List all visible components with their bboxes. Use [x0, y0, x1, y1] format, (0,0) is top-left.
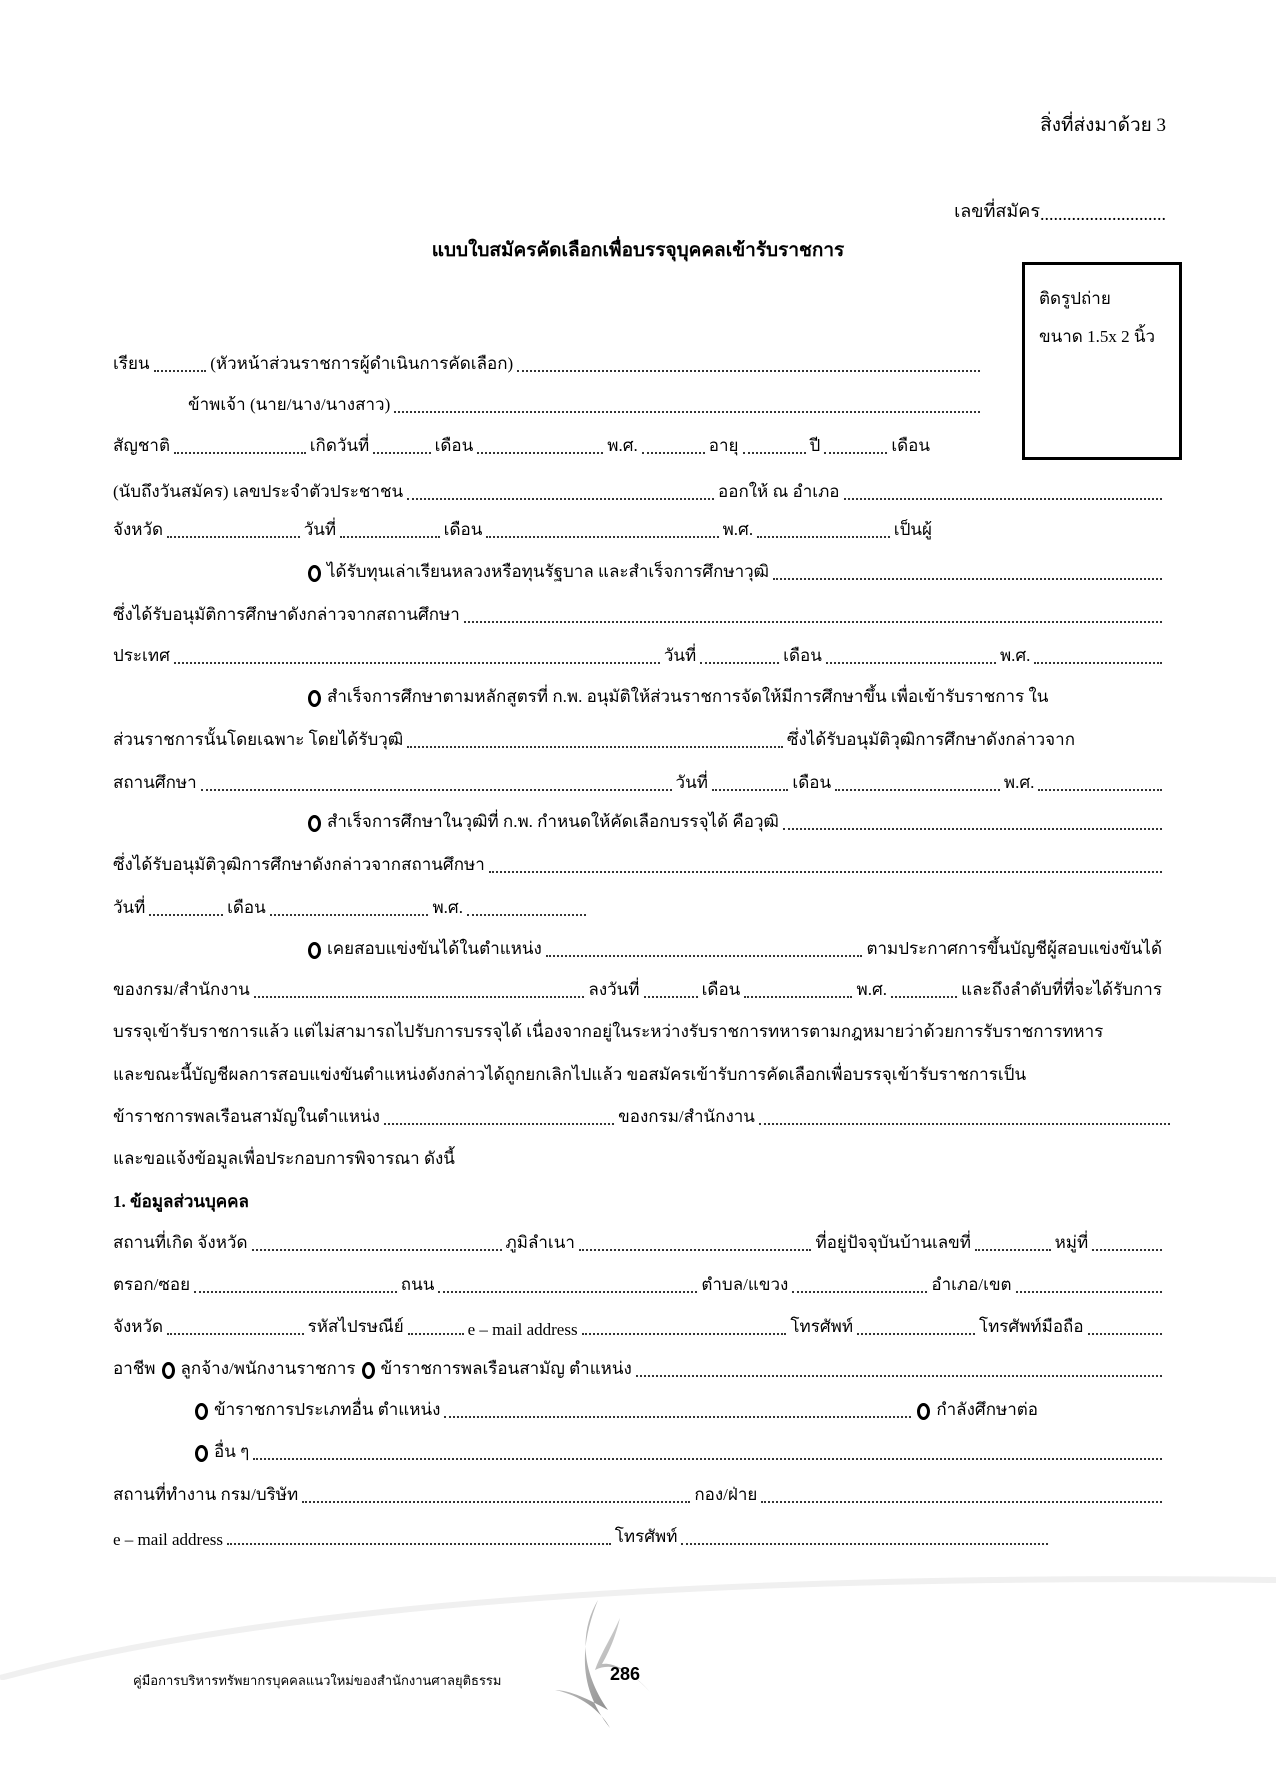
field-label: เดือน	[227, 898, 266, 917]
field-label: ซึ่งได้รับอนุมัติวุฒิการศึกษาดังกล่าวจากสถานศึกษา	[113, 855, 485, 874]
form-row	[111, 1272, 1164, 1298]
field-label: พ.ศ.	[722, 520, 754, 539]
field-label: พ.ศ.	[856, 980, 887, 999]
fill-in-field[interactable]	[201, 788, 672, 791]
fill-in-field[interactable]	[253, 1457, 1162, 1460]
fill-in-field[interactable]	[1092, 1248, 1162, 1251]
fill-in-field[interactable]	[700, 661, 779, 664]
field-label: ออกให้ ณ อำเภอ	[718, 482, 840, 501]
fill-in-field[interactable]	[149, 913, 223, 916]
form-row	[111, 770, 1164, 796]
field-label: เดือน	[443, 520, 483, 539]
fill-in-field[interactable]	[486, 535, 718, 538]
fill-in-field[interactable]	[975, 1248, 1051, 1251]
field-label: อายุ	[708, 436, 739, 455]
field-label: e – mail address	[113, 1530, 223, 1549]
application-number-label: เลขที่สมัคร	[954, 201, 1040, 221]
field-label: ส่วนราชการนั้นโดยเฉพาะ โดยได้รับวุฒิ	[113, 730, 404, 749]
application-number	[954, 196, 1166, 225]
field-label: ถนน	[400, 1275, 435, 1294]
field-label: สัญชาติ	[113, 436, 170, 455]
fill-in-field[interactable]	[582, 1332, 787, 1335]
field-label: รหัสไปรษณีย์	[307, 1317, 404, 1336]
radio-label: สำเร็จการศึกษาตามหลักสูตรที่ ก.พ. อนุมัติให้ส่วนราชการจัดให้มีการศึกษาขึ้น เพื่อเข้ารับราชการ ใน	[327, 687, 1049, 706]
photo-box-line1: ติดรูปถ่าย	[1039, 289, 1111, 308]
radio-option[interactable]	[304, 558, 771, 585]
field-label: พ.ศ.	[607, 436, 638, 455]
field-label: กอง/ฝ่าย	[694, 1485, 758, 1504]
field-label: จังหวัด	[113, 520, 164, 539]
radio-circle-icon[interactable]	[308, 565, 321, 582]
form-row	[191, 1439, 1164, 1465]
form-row	[111, 1356, 1164, 1382]
form-row	[304, 936, 1164, 962]
fill-in-field[interactable]	[467, 913, 586, 916]
fill-in-field[interactable]	[517, 369, 980, 372]
field-label: สถานที่ทำงาน กรม/บริษัท	[113, 1485, 299, 1504]
fill-in-field[interactable]	[891, 995, 957, 998]
fill-in-field[interactable]	[438, 1290, 697, 1293]
application-number-field[interactable]: ............................	[1040, 204, 1166, 224]
radio-option[interactable]	[304, 935, 544, 962]
field-label: และถึงลำดับที่ที่จะได้รับการ	[961, 980, 1162, 999]
fill-in-field[interactable]	[194, 1290, 397, 1293]
fill-in-field[interactable]	[227, 1542, 611, 1545]
field-label: และขณะนี้บัญชีผลการสอบแข่งขันตำแหน่งดังกล่าวได้ถูกยกเลิกไปแล้ว ขอสมัครเข้ารับการคัดเลือกเพื่อบรรจุเข้ารับราชการเป็น	[113, 1065, 1027, 1084]
radio-label: อื่น ๆ	[214, 1442, 250, 1461]
fill-in-field[interactable]	[681, 1542, 1048, 1545]
fill-in-field[interactable]	[1016, 1290, 1162, 1293]
field-label: ซึ่งได้รับอนุมัติวุฒิการศึกษาดังกล่าวจาก	[786, 730, 1075, 749]
fill-in-field[interactable]	[477, 451, 603, 454]
fill-in-field[interactable]	[407, 745, 783, 748]
field-label: ภูมิลำเนา	[505, 1233, 575, 1252]
attachment-label: สิ่งที่ส่งมาด้วย 3	[1040, 115, 1166, 136]
photo-box-line2: ขนาด 1.5x 2 นิ้ว	[1039, 327, 1155, 346]
field-label: สถานศึกษา	[113, 773, 197, 792]
fill-in-field[interactable]	[759, 1122, 1170, 1125]
form-row	[304, 559, 1164, 585]
fill-in-field[interactable]	[792, 1290, 927, 1293]
radio-circle-icon[interactable]	[308, 942, 321, 959]
field-label: พ.ศ.	[432, 898, 463, 917]
field-label: โทรศัพท์	[614, 1527, 678, 1546]
field-label: พ.ศ.	[1003, 773, 1035, 792]
form-row	[191, 1397, 1040, 1423]
form-row	[111, 852, 1164, 878]
fill-in-field[interactable]	[154, 369, 207, 372]
field-label: จังหวัด	[113, 1317, 164, 1336]
form-row	[111, 1524, 1050, 1550]
radio-option[interactable]	[913, 1396, 1040, 1423]
form-row	[111, 433, 932, 459]
field-label: อำเภอ/เขต	[931, 1275, 1012, 1294]
field-label: (หัวหน้าส่วนราชการผู้ดำเนินการคัดเลือก)	[210, 354, 514, 373]
field-label: ตรอก/ซอย	[113, 1275, 191, 1294]
form-row	[111, 602, 1164, 628]
fill-in-field[interactable]	[636, 1374, 1162, 1377]
radio-circle-icon[interactable]	[308, 815, 321, 832]
field-label: หมู่ที่	[1054, 1233, 1089, 1252]
fill-in-field[interactable]	[408, 1332, 464, 1335]
fill-in-field[interactable]	[857, 1332, 975, 1335]
fill-in-field[interactable]	[744, 995, 852, 998]
field-label: e – mail address	[467, 1320, 578, 1339]
field-label: เป็นผู้	[893, 520, 932, 539]
form-row	[111, 517, 934, 543]
fill-in-field[interactable]	[464, 620, 1162, 623]
fill-in-field[interactable]	[835, 788, 1000, 791]
fill-in-field[interactable]	[1038, 788, 1162, 791]
form-row	[111, 1104, 1172, 1130]
field-label: เดือน	[783, 646, 822, 665]
fill-in-field[interactable]	[384, 1122, 614, 1125]
radio-label: สำเร็จการศึกษาในวุฒิที่ ก.พ. กำหนดให้คัดเลือกบรรจุได้ คือวุฒิ	[327, 812, 779, 831]
form-row	[111, 977, 1164, 1003]
fill-in-field[interactable]	[824, 451, 887, 454]
swoosh-logo-icon	[550, 1600, 660, 1730]
fill-in-field[interactable]	[712, 788, 789, 791]
fill-in-field[interactable]	[642, 451, 705, 454]
radio-circle-icon[interactable]	[362, 1362, 375, 1379]
fill-in-field[interactable]	[546, 954, 863, 957]
radio-label: เคยสอบแข่งขันได้ในตำแหน่ง	[327, 939, 542, 958]
field-label: เดือน	[891, 436, 931, 455]
field-label: 1. ข้อมูลส่วนบุคคล	[113, 1192, 249, 1211]
fill-in-field[interactable]	[407, 497, 714, 500]
field-label: เดือน	[701, 980, 741, 999]
radio-label: ลูกจ้าง/พนักงานราชการ	[180, 1359, 356, 1378]
form-row	[111, 643, 1164, 669]
field-label: วันที่	[113, 898, 146, 917]
field-label: เกิดวันที่	[309, 436, 370, 455]
form-row	[186, 392, 982, 418]
form-row	[111, 1314, 1164, 1340]
form-row	[111, 1146, 457, 1172]
radio-label: ได้รับทุนเล่าเรียนหลวงหรือทุนรัฐบาล และสำเร็จการศึกษาวุฒิ	[327, 562, 770, 581]
field-label: เดือน	[792, 773, 832, 792]
fill-in-field[interactable]	[489, 870, 1162, 873]
field-label: (นับถึงวันสมัคร) เลขประจำตัวประชาชน	[113, 482, 404, 501]
fill-in-field[interactable]	[783, 827, 1162, 830]
page-number: 286	[610, 1664, 641, 1684]
fill-in-field[interactable]	[254, 995, 585, 998]
fill-in-field[interactable]	[167, 1332, 304, 1335]
fill-in-field[interactable]	[373, 451, 430, 454]
field-label: ที่อยู่ปัจจุบันบ้านเลขที่	[815, 1233, 971, 1252]
radio-circle-icon[interactable]	[195, 1445, 208, 1462]
fill-in-field[interactable]	[1088, 1332, 1162, 1335]
field-label: โทรศัพท์	[790, 1317, 854, 1336]
form-row	[111, 727, 1077, 753]
footer-manual-title: คู่มือการบริหารทรัพยากรบุคคลแนวใหม่ของสำนักงานศาลยุติธรรม	[133, 1673, 502, 1688]
fill-in-field[interactable]	[644, 995, 698, 998]
radio-label: กำลังศึกษาต่อ	[936, 1400, 1038, 1419]
radio-label: ข้าราชการพลเรือนสามัญ ตำแหน่ง	[380, 1359, 632, 1378]
form-row	[111, 479, 1164, 505]
form-row	[111, 351, 982, 377]
form-row	[304, 684, 1164, 710]
fill-in-field[interactable]	[826, 661, 996, 664]
radio-circle-icon[interactable]	[917, 1403, 930, 1420]
field-label: เรียน	[113, 354, 150, 373]
photo-box	[1022, 262, 1182, 460]
fill-in-field[interactable]	[394, 410, 980, 413]
fill-in-field[interactable]	[773, 577, 1162, 580]
field-label: ประเทศ	[113, 646, 170, 665]
field-label: สถานที่เกิด จังหวัด	[113, 1233, 248, 1252]
fill-in-field[interactable]	[844, 497, 1162, 500]
field-label: ของกรม/สำนักงาน	[618, 1107, 755, 1126]
form-row	[111, 1482, 1164, 1508]
field-label: อาชีพ	[113, 1359, 156, 1378]
fill-in-field[interactable]	[174, 451, 306, 454]
field-label: เดือน	[434, 436, 474, 455]
field-label: ตำบล/แขวง	[701, 1275, 789, 1294]
field-label: วันที่	[675, 773, 708, 792]
fill-in-field[interactable]	[270, 913, 429, 916]
fill-in-field[interactable]	[252, 1248, 502, 1251]
fill-in-field[interactable]	[761, 1500, 1162, 1503]
field-label: บรรจุเข้ารับราชการแล้ว แต่ไม่สามารถไปรับการบรรจุได้ เนื่องจากอยู่ในระหว่างรับราชการทหารตามกฎหมายว่าด้วยการรับราชการทหาร	[113, 1022, 1104, 1041]
field-label: วันที่	[663, 646, 697, 665]
radio-option[interactable]	[358, 1355, 634, 1382]
form-row	[111, 1062, 1164, 1088]
form-row	[304, 809, 1164, 835]
radio-label: ข้าราชการประเภทอื่น ตำแหน่ง	[214, 1400, 441, 1419]
fill-in-field[interactable]	[444, 1415, 911, 1418]
fill-in-field[interactable]	[579, 1248, 812, 1251]
field-label: ลงวันที่	[588, 980, 640, 999]
field-label: ข้าราชการพลเรือนสามัญในตำแหน่ง	[113, 1107, 380, 1126]
field-label: ปี	[809, 436, 821, 455]
field-label: ข้าพเจ้า (นาย/นาง/นางสาว)	[188, 395, 391, 414]
radio-option[interactable]	[191, 1438, 251, 1465]
radio-circle-icon[interactable]	[308, 690, 321, 707]
radio-circle-icon[interactable]	[195, 1403, 208, 1420]
form-title: แบบใบสมัครคัดเลือกเพื่อบรรจุบุคคลเข้ารับราชการ	[431, 240, 845, 261]
fill-in-field[interactable]	[757, 535, 890, 538]
radio-option[interactable]	[191, 1396, 442, 1423]
fill-in-field[interactable]	[340, 535, 440, 538]
field-label: วันที่	[303, 520, 337, 539]
fill-in-field[interactable]	[302, 1500, 690, 1503]
form-row	[111, 895, 588, 921]
form-row	[111, 1230, 1164, 1256]
field-label: โทรศัพท์มือถือ	[978, 1317, 1084, 1336]
field-label: ซึ่งได้รับอนุมัติการศึกษาดังกล่าวจากสถานศึกษา	[113, 605, 460, 624]
fill-in-field[interactable]	[167, 535, 300, 538]
fill-in-field[interactable]	[1034, 661, 1162, 664]
radio-option[interactable]	[304, 808, 781, 835]
section-heading	[111, 1189, 251, 1215]
radio-option[interactable]	[158, 1355, 358, 1382]
field-label: ของกรม/สำนักงาน	[113, 980, 250, 999]
form-row	[111, 1019, 1164, 1045]
fill-in-field[interactable]	[174, 661, 660, 664]
radio-circle-icon[interactable]	[162, 1362, 175, 1379]
field-label: และขอแจ้งข้อมูลเพื่อประกอบการพิจารณา ดังนี้	[113, 1149, 455, 1168]
field-label: พ.ศ.	[999, 646, 1031, 665]
fill-in-field[interactable]	[743, 451, 806, 454]
radio-option[interactable]	[304, 683, 1050, 710]
field-label: ตามประกาศการขึ้นบัญชีผู้สอบแข่งขันได้	[866, 939, 1162, 958]
